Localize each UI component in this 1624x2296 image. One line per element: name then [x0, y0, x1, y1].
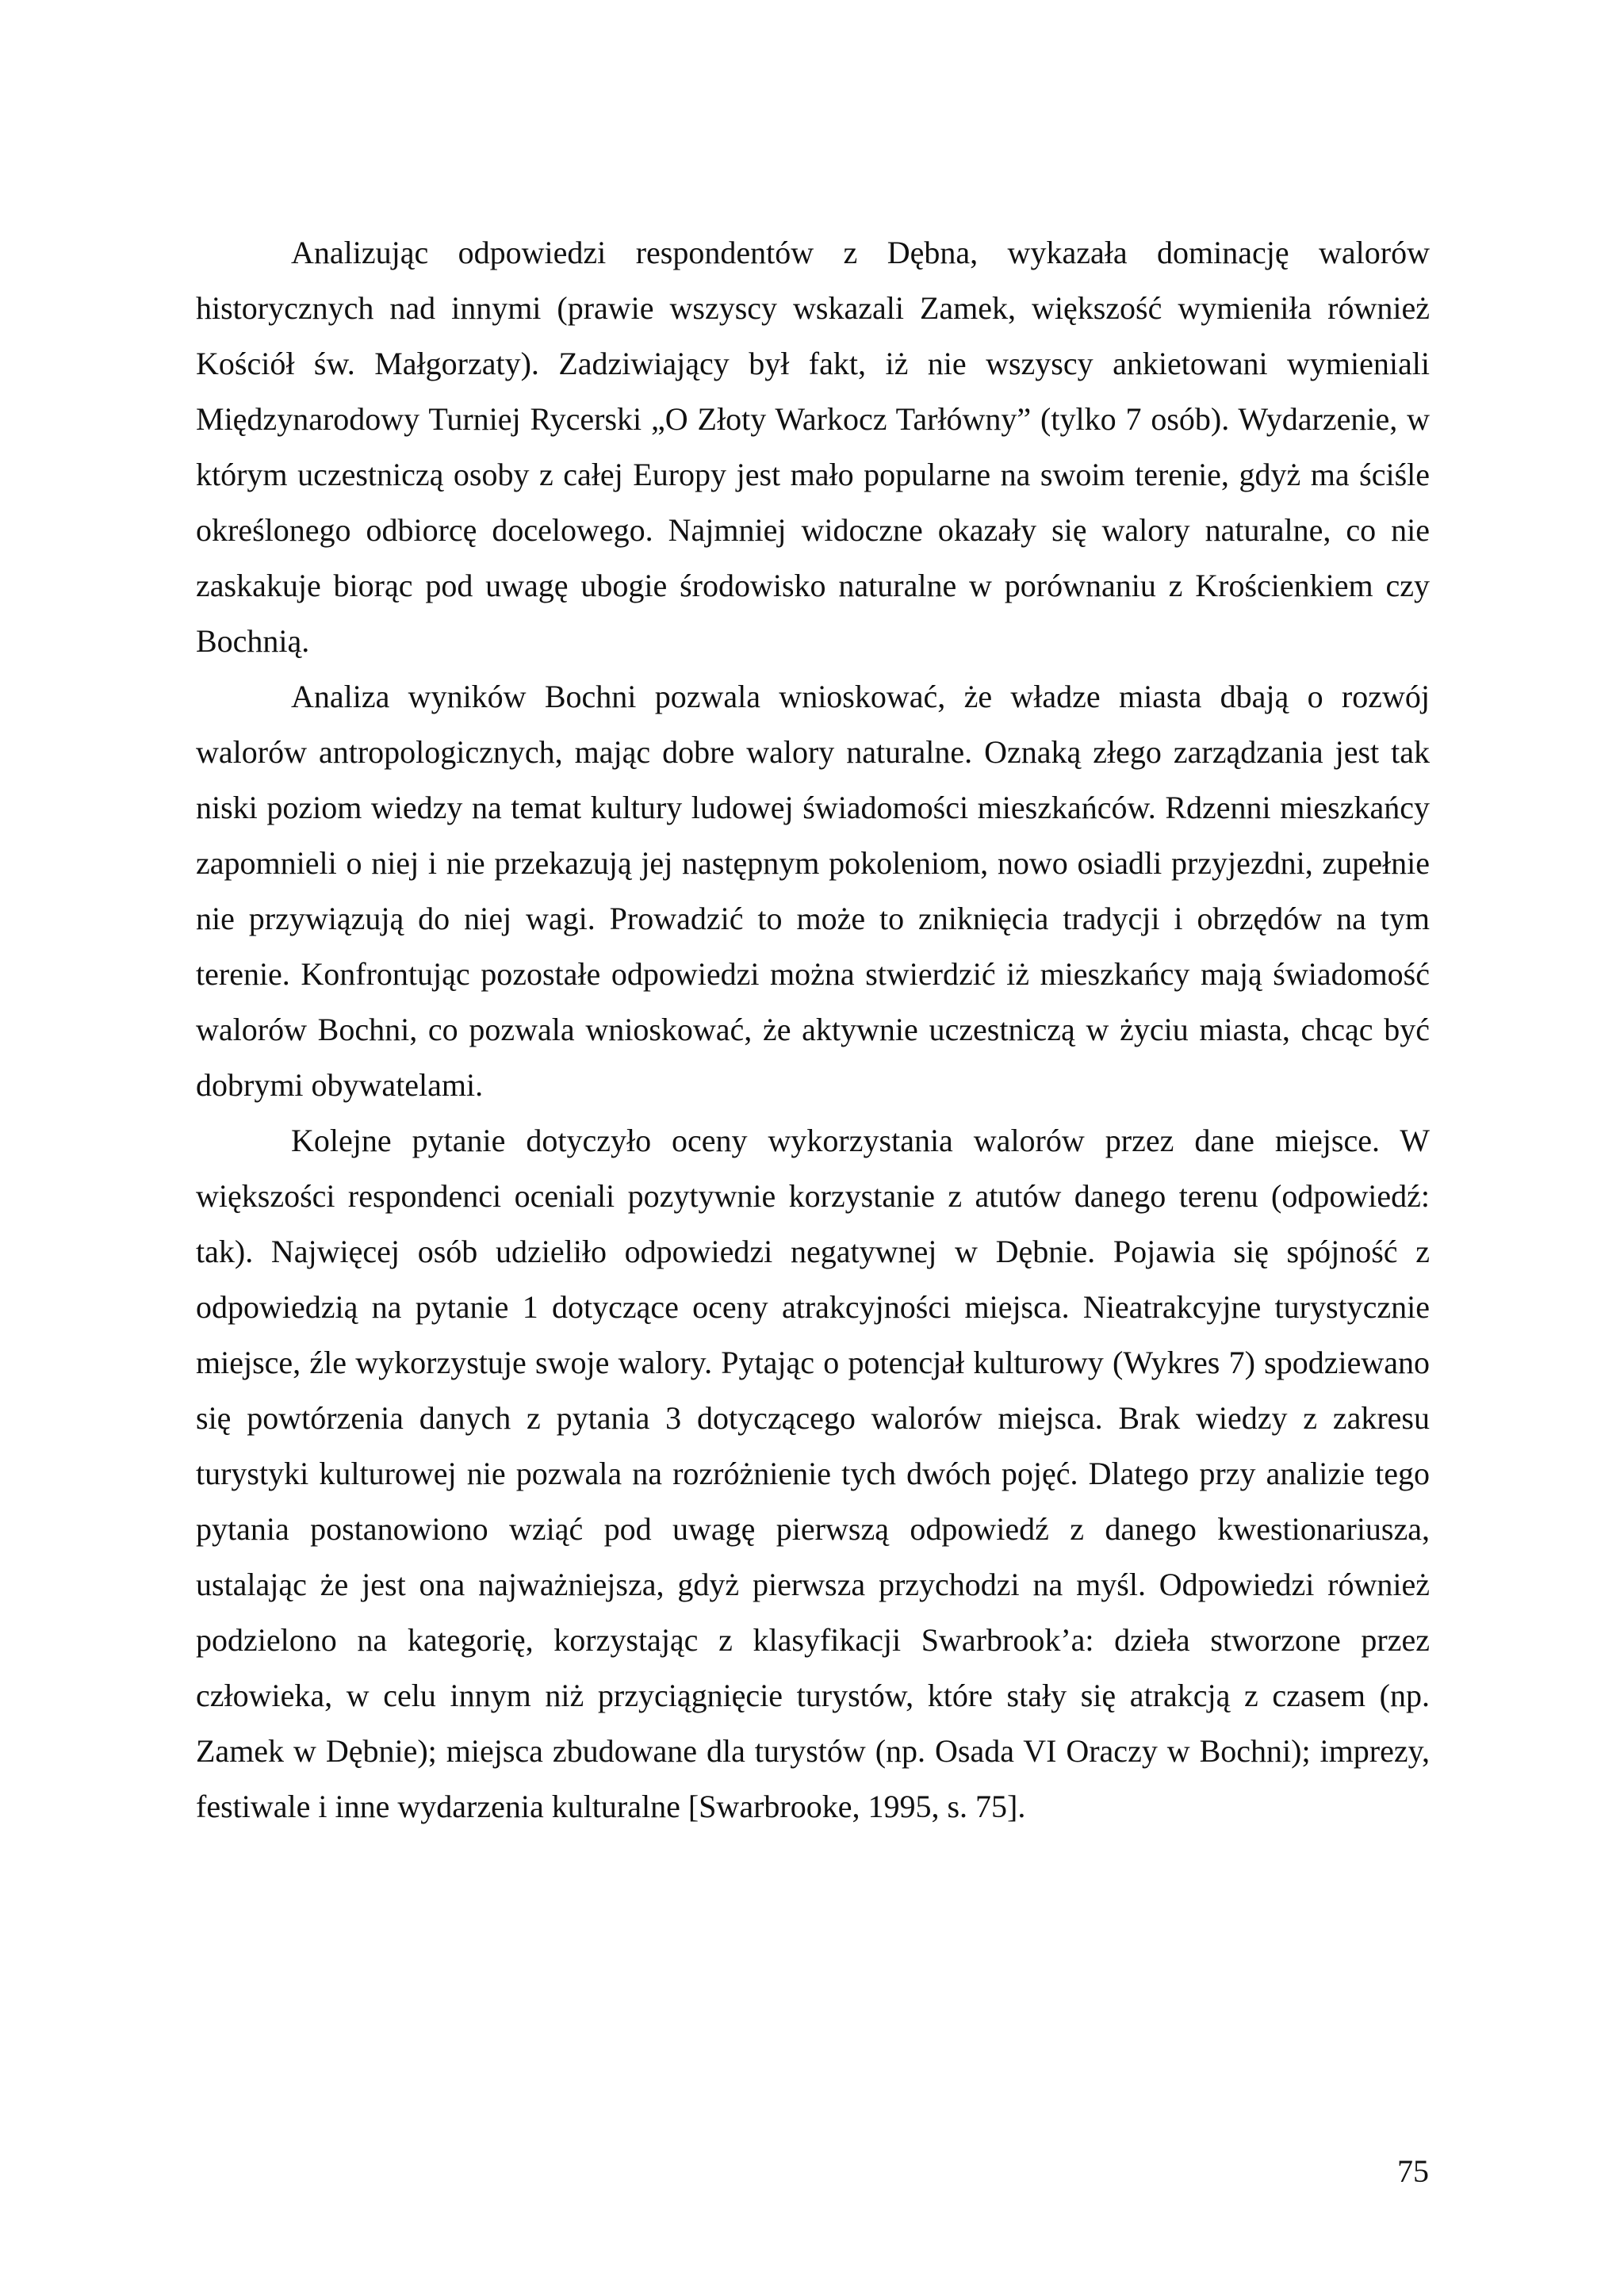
page-number: 75: [1397, 2153, 1429, 2189]
body-text: [196, 225, 1430, 1835]
paragraph-2: Analiza wyników Bochni pozwala wnioskować, że władze miasta dbają o rozwój walorów antropologicznych, mając dobre walory naturalne. Oznaką złego zarządzania jest tak niski poziom wiedzy na temat kultury ludowej świadomości mieszkańców. Rdzenni mieszkańcy zapomnieli o niej i nie przekazują jej następnym pokoleniom, nowo osiadli przyjezdni, zupełnie nie przywiązują do niej wagi. Prowadzić to może to zniknięcia tradycji i obrzędów na tym terenie. Konfrontując pozostałe odpowiedzi można stwierdzić iż mieszkańcy mają świadomość walorów Bochni, co pozwala wnioskować, że aktywnie uczestniczą w życiu miasta, chcąc być dobrymi obywatelami.: [196, 679, 1430, 1103]
paragraph-1: Analizując odpowiedzi respondentów z Dębna, wykazała dominację walorów historycznych nad innymi (prawie wszyscy wskazali Zamek, większość wymieniła również Kościół św. Małgorzaty). Zadziwiający był fakt, iż nie wszyscy ankietowani wymieniali Międzynarodowy Turniej Rycerski „O Złoty Warkocz Tarłówny” (tylko 7 osób). Wydarzenie, w którym uczestniczą osoby z całej Europy jest mało popularne na swoim terenie, gdyż ma ściśle określonego odbiorcę docelowego. Najmniej widoczne okazały się walory naturalne, co nie zaskakuje biorąc pod uwagę ubogie środowisko naturalne w porównaniu z Krościenkiem czy Bochnią.: [196, 235, 1430, 659]
paragraph-3: Kolejne pytanie dotyczyło oceny wykorzystania walorów przez dane miejsce. W większości respondenci oceniali pozytywnie korzystanie z atutów danego terenu (odpowiedź: tak). Najwięcej osób udzieliło odpowiedzi negatywnej w Dębnie. Pojawia się spójność z odpowiedzią na pytanie 1 dotyczące oceny atrakcyjności miejsca. Nieatrakcyjne turystycznie miejsce, źle wykorzystuje swoje walory. Pytając o potencjał kulturowy (Wykres 7) spodziewano się powtórzenia danych z pytania 3 dotyczącego walorów miejsca. Brak wiedzy z zakresu turystyki kulturowej nie pozwala na rozróżnienie tych dwóch pojęć. Dlatego przy analizie tego pytania postanowiono wziąć pod uwagę pierwszą odpowiedź z danego kwestionariusza, ustalając że jest ona najważniejsza, gdyż pierwsza przychodzi na myśl. Odpowiedzi również podzielono na kategorię, korzystając z klasyfikacji Swarbrook’a: dzieła stworzone przez człowieka, w celu innym niż przyciągnięcie turystów, które stały się atrakcją z czasem (np. Zamek w Dębnie); miejsca zbudowane dla turystów (np. Osada VI Oraczy w Bochni); imprezy, festiwale i inne wydarzenia kulturalne [Swarbrooke, 1995, s. 75].: [196, 1123, 1430, 1824]
